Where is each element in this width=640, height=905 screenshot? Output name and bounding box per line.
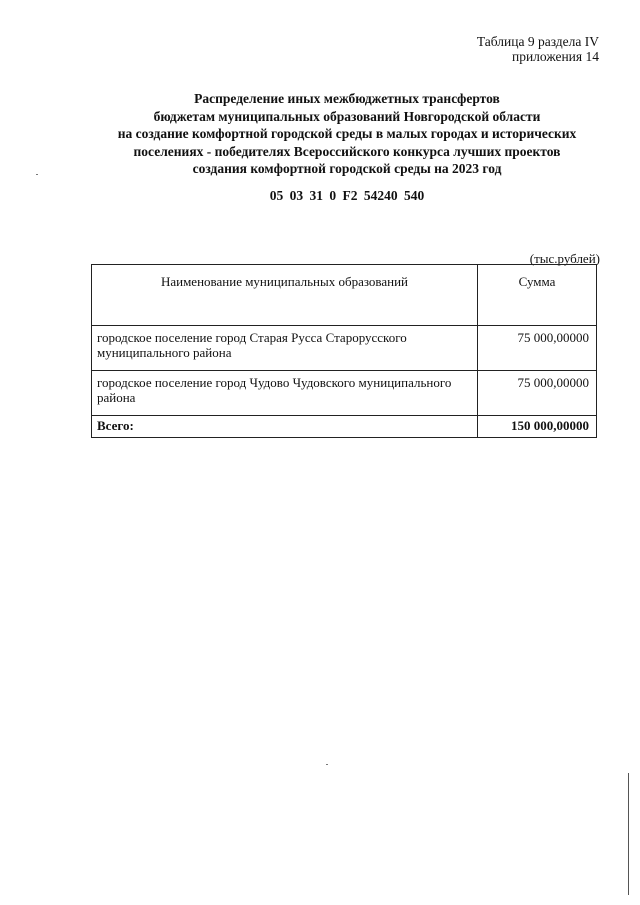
table-row xyxy=(92,371,597,416)
units-label: (тыс.рублей) xyxy=(529,251,600,266)
total-label: Всего: xyxy=(92,416,478,438)
title-line-5: создания комфортной городской среды на 2023 год xyxy=(192,161,502,176)
title-line-4: поселениях - победителях Всероссийского конкурса лучших проектов xyxy=(133,143,561,159)
municipality-sum: 75 000,00000 xyxy=(478,371,597,416)
municipality-name: городское поселение город Чудово Чудовского муниципального района xyxy=(92,371,478,416)
scan-speck xyxy=(326,764,328,765)
document-reference xyxy=(477,34,599,64)
reference-appendix: приложения 14 xyxy=(511,49,599,64)
column-header-sum: Сумма xyxy=(478,265,597,326)
total-sum: 150 000,00000 xyxy=(478,416,597,438)
title-line-1: Распределение иных межбюджетных трансфертов xyxy=(194,91,500,106)
title-line-3: на создание комфортной городской среды в малых городах и исторических xyxy=(117,126,577,141)
title-line-2: бюджетам муниципальных образований Новгородской области xyxy=(153,108,541,124)
table-header-row xyxy=(92,265,597,326)
municipality-sum: 75 000,00000 xyxy=(478,326,597,371)
reference-table-number: Таблица 9 раздела IV xyxy=(476,34,599,49)
transfers-table xyxy=(91,264,597,438)
document-title xyxy=(60,90,634,204)
scan-edge-mark xyxy=(628,773,629,895)
column-header-name: Наименование муниципальных образований xyxy=(92,265,478,326)
table-total-row xyxy=(92,416,597,438)
municipality-name: городское поселение город Старая Русса Старорусского муниципального района xyxy=(92,326,478,371)
scan-speck xyxy=(36,174,38,175)
table-row xyxy=(92,326,597,371)
budget-classification-code: 05 03 31 0 F2 54240 540 xyxy=(269,187,425,203)
